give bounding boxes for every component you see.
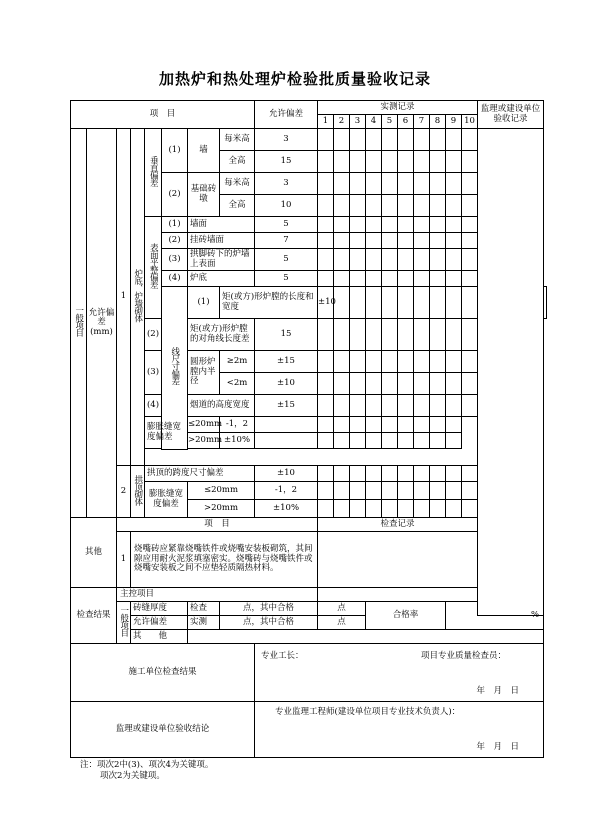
construction-check-label: 施工单位检查结果: [71, 644, 255, 702]
supervision-date: 年 月 日: [476, 742, 520, 753]
value: ±15: [255, 351, 318, 373]
other-label: 其他: [71, 518, 117, 588]
idx: (1): [188, 287, 220, 319]
arch-label: 拱顶砌体: [131, 466, 145, 518]
gap-le: ≤20mm: [188, 482, 255, 500]
surface-item: 拱脚砖下的炉墙上表面: [188, 249, 255, 271]
surface-item: 墙面: [188, 217, 255, 233]
linear-item: 矩(或方)形炉膛的长度和宽度: [220, 287, 318, 319]
linear-item: 烟道的高度宽度: [188, 395, 255, 417]
idx: (1): [162, 217, 188, 233]
expansion-gap-label: 膨胀缝宽度偏差: [145, 417, 188, 449]
other-record-header: 检查记录: [318, 518, 478, 532]
supervision-label: 监理或建设单位验收结论: [71, 702, 255, 758]
header-item: 项 目: [71, 101, 255, 129]
col-num: 3: [350, 115, 366, 129]
pts-of-label: 点，其中合格: [220, 602, 318, 616]
surface-dev-label: 表面平整偏差: [145, 217, 162, 319]
supervisor-record-cell: [478, 129, 544, 616]
linear-item: 矩(或方)形炉膛的对角线长度差: [188, 319, 255, 351]
brick-joint-label: 砖缝厚度: [131, 602, 188, 616]
pt-label: 点: [318, 602, 366, 616]
per-meter-label: 每米高: [220, 129, 255, 151]
vertical-dev-label: 垂直偏差: [145, 129, 162, 217]
idx: (2): [162, 173, 188, 217]
note-1: 注：项次2中(3)、项次4为关键项。: [80, 760, 214, 770]
idx: (2): [145, 319, 162, 351]
idx: (1): [162, 129, 188, 173]
pts-of-label: 点，其中合格: [220, 616, 318, 630]
inspection-table: [70, 100, 547, 758]
col-num: 5: [382, 115, 398, 129]
gap-le: ≤20mm: [188, 417, 220, 433]
page-title: 加热炉和热处理炉检验批质量验收记录: [158, 70, 431, 88]
pass-rate-label: 合格率: [366, 602, 446, 630]
measure-label: 实测: [188, 616, 220, 630]
value: 5: [255, 217, 318, 233]
general-items-short: 一般项目: [117, 602, 131, 644]
surface-item: 挂砖墙面: [188, 233, 255, 249]
value: ±10: [255, 466, 318, 482]
expansion-gap-label: 膨胀缝宽度偏差: [145, 482, 188, 518]
value: 3: [255, 129, 318, 151]
linear-dev-label: 线尺寸偏差: [162, 287, 188, 450]
idx: (4): [145, 395, 162, 417]
value: ±10: [255, 373, 318, 395]
col-num: 10: [462, 115, 478, 129]
value: ±10%: [255, 500, 318, 518]
allowed-dev-short: 允许偏差: [131, 616, 188, 630]
value: ±10: [318, 287, 334, 319]
value: ±15: [255, 395, 318, 417]
other-no: 1: [117, 532, 131, 588]
item-no-2: 2: [117, 466, 131, 518]
per-meter-label: 每米高: [220, 173, 255, 195]
value: 15: [255, 151, 318, 173]
full-height-label: 全高: [220, 151, 255, 173]
inspector-label: 项目专业质量检查员：: [421, 651, 507, 661]
idx: (3): [145, 351, 162, 395]
notes: [80, 760, 213, 782]
radius-lt: <2m: [220, 373, 255, 395]
value: 7: [255, 233, 318, 249]
pct-label: %: [446, 602, 544, 630]
foreman-label: 专业工长：: [261, 651, 304, 661]
engineer-label: 专业监理工程师(建设单位项目专业技术负责人)：: [275, 707, 461, 717]
value: 5: [255, 249, 318, 271]
supervision-signoff: [255, 702, 544, 758]
value: -1，2: [255, 482, 318, 500]
main-items-label: 主控项目: [117, 588, 318, 602]
col-num: 4: [366, 115, 382, 129]
other-requirement: 烧嘴砖应紧靠烧嘴铁件或烧嘴安装板砌筑，其间隙应用耐火泥浆填塞密实。烧嘴砖与烧嘴铁件或烧嘴安装板之间不应垫轻质隔热材料。: [131, 532, 318, 588]
header-measured: 实测记录: [318, 101, 478, 115]
check-label: 检查: [188, 602, 220, 616]
allowed-dev-label: 允许偏差(mm): [87, 129, 117, 518]
value: 3: [255, 173, 318, 195]
check-result-label: 检查结果: [71, 588, 117, 644]
general-items-label: 一般项目: [71, 129, 87, 518]
col-num: 6: [398, 115, 414, 129]
header-allowed: 允许偏差: [255, 101, 318, 129]
value: 10: [255, 195, 318, 217]
linear-item: 圆形炉膛内半径: [188, 351, 220, 395]
other-item-header: 项 目: [117, 518, 318, 532]
idx: (4): [162, 271, 188, 287]
furnace-wall-label: 炉底、炉墙砌体: [131, 129, 145, 466]
col-num: 7: [414, 115, 430, 129]
value: -1，2: [220, 417, 255, 433]
item-no-1: 1: [117, 129, 131, 466]
radius-ge: ≥2m: [220, 351, 255, 373]
col-num: 2: [334, 115, 350, 129]
other-record-cell: [318, 532, 478, 588]
note-2: 项次2为关键项。: [100, 771, 165, 782]
col-num: 1: [318, 115, 334, 129]
full-height-label: 全高: [220, 195, 255, 217]
gap-gt: >20mm: [188, 500, 255, 518]
construction-date: 年 月 日: [476, 686, 520, 697]
span-label: 拱顶的跨度尺寸偏差: [145, 466, 255, 482]
wall-label: 墙: [188, 129, 220, 173]
idx: (2): [162, 233, 188, 249]
col-num: 8: [430, 115, 446, 129]
value: 15: [255, 319, 318, 351]
base-label: 基础砖墩: [188, 173, 220, 217]
idx: (3): [162, 249, 188, 271]
value: ±10%: [220, 433, 255, 449]
surface-item: 炉底: [188, 271, 255, 287]
header-supervisor: 监理或建设单位验收记录: [478, 101, 544, 129]
gap-gt: >20mm: [188, 433, 220, 449]
misc-label: 其 他: [131, 630, 188, 644]
value: 5: [255, 271, 318, 287]
construction-signoff: [255, 644, 544, 702]
pt-label: 点: [318, 616, 366, 630]
col-num: 9: [446, 115, 462, 129]
